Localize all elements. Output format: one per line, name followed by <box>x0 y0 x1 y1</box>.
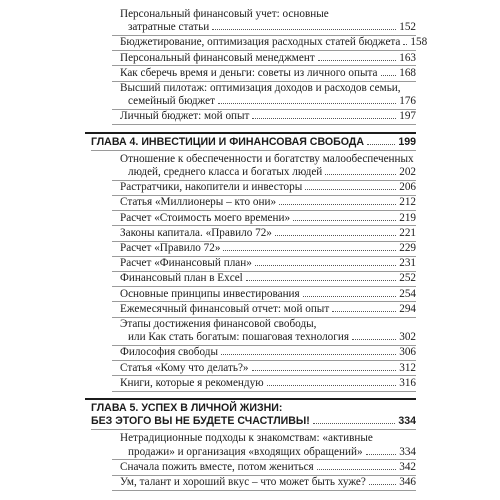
leader-dots <box>403 44 407 45</box>
leader-dots <box>275 235 396 236</box>
entry-text: Расчет «Стоимость моего времени» <box>120 211 291 224</box>
leader-dots <box>218 103 396 104</box>
page-number: 152 <box>399 21 416 34</box>
leader-dots <box>305 189 396 190</box>
entry-text: Как сберечь время и деньги: советы из личного опыта <box>120 66 378 79</box>
chapter-rule <box>85 398 416 400</box>
leader-dots <box>246 280 396 281</box>
page-number: 221 <box>399 226 416 239</box>
chapter-title: ГЛАВА 4. ИНВЕСТИЦИИ И ФИНАНСОВАЯ СВОБОДА <box>91 135 364 148</box>
leader-dots <box>318 60 396 61</box>
entry-text: Сначала пожить вместе, потом жениться <box>120 460 314 473</box>
page-number: 306 <box>399 346 416 359</box>
page-number: 231 <box>399 257 416 270</box>
leader-dots <box>313 423 395 424</box>
leader-dots <box>381 75 397 76</box>
entry-text: Персональный финансовый учет: основные <box>120 8 329 20</box>
leader-dots <box>367 144 395 145</box>
entry-text: Личный бюджет: мой опыт <box>120 110 250 123</box>
entry-text: или Как стать богатым: пошаговая технология <box>128 331 350 344</box>
entry-text: Философия свободы <box>120 346 218 359</box>
chapter-title: БЕЗ ЭТОГО ВЫ НЕ БУДЕТЕ СЧАСТЛИВЫ! <box>91 415 310 428</box>
page-number: 168 <box>399 66 416 79</box>
page-number: 302 <box>399 331 416 344</box>
entry-text: Персональный финансовый менеджмент <box>120 51 315 64</box>
entry-text: Книги, которые я рекомендую <box>120 376 264 389</box>
page-number: 334 <box>399 445 416 458</box>
entry-separator <box>91 150 416 151</box>
leader-dots <box>221 354 396 355</box>
entry-text: Законы капитала. «Правило 72» <box>120 226 272 239</box>
page-number: 254 <box>399 287 416 300</box>
entry-separator <box>91 429 416 430</box>
leader-dots <box>317 469 397 470</box>
entry-separator <box>112 490 416 491</box>
leader-dots <box>267 385 397 386</box>
leader-dots <box>279 204 396 205</box>
entry-text: Расчет «Финансовый план» <box>120 257 252 270</box>
leader-dots <box>252 118 396 119</box>
entry-text: Ум, талант и хороший вкус – что может быть хуже? <box>120 476 366 488</box>
entry-text: Статья «Кому что делать?» <box>120 361 249 374</box>
page-number: 312 <box>399 361 416 374</box>
page-number: 197 <box>399 110 416 123</box>
entry-text: семейный бюджет <box>128 95 215 108</box>
page-number: 316 <box>399 376 416 389</box>
leader-dots <box>212 29 396 30</box>
entry-text: Растратчики, накопители и инвесторы <box>120 181 303 194</box>
leader-dots <box>325 174 396 175</box>
page-number: 176 <box>399 95 416 108</box>
page-number: 252 <box>399 272 416 285</box>
leader-dots <box>332 311 396 312</box>
entry-text: Отношение к обеспеченности и богатству малообеспеченных <box>120 152 414 165</box>
page-number: 158 <box>410 36 428 49</box>
entry-text: людей, среднего класса и богатых людей <box>128 166 323 178</box>
leader-dots <box>255 265 396 266</box>
entry-separator <box>112 124 416 125</box>
leader-dots <box>352 339 396 340</box>
entry-text: Бюджетирование, оптимизация расходных статей бюджета <box>120 36 401 49</box>
page-number: 334 <box>398 415 416 428</box>
page-number: 294 <box>399 302 416 315</box>
entry-separator <box>112 391 416 392</box>
page-number: 199 <box>398 135 416 148</box>
leader-dots <box>303 296 397 297</box>
entry-text: Высший пилотаж: оптимизация доходов и расходов семьи, <box>120 82 401 94</box>
page-number: 342 <box>399 460 416 473</box>
entry-text: продажи» и организация «входящих обращений» <box>128 445 363 458</box>
page-number: 202 <box>399 166 416 178</box>
leader-dots <box>369 484 396 485</box>
entry-text: Финансовый план в Excel <box>120 272 243 285</box>
page-number: 212 <box>399 196 416 209</box>
leader-dots <box>252 370 397 371</box>
leader-dots <box>223 250 396 251</box>
leader-dots <box>366 454 397 455</box>
entry-text: Этапы достижения финансовой свободы, <box>120 318 317 330</box>
entry-text: Статья «Миллионеры – кто они» <box>120 196 277 209</box>
entry-text: затратные статьи <box>128 21 210 34</box>
entry-text: Нетрадиционные подходы к знакомствам: «активные <box>120 432 373 445</box>
page-number: 229 <box>399 242 416 254</box>
page-number: 219 <box>399 211 416 224</box>
page-number: 206 <box>399 181 416 194</box>
page-number: 163 <box>399 51 416 64</box>
entry-text: Расчет «Правило 72» <box>120 242 221 254</box>
chapter-title: ГЛАВА 5. УСПЕХ В ЛИЧНОЙ ЖИЗНИ: <box>91 402 283 414</box>
entry-text: Основные принципы инвестирования <box>120 287 300 300</box>
chapter-rule <box>85 132 416 134</box>
page-number: 346 <box>399 476 416 488</box>
leader-dots <box>293 220 396 221</box>
entry-text: Ежемесячный финансовый отчет: мой опыт <box>120 302 330 315</box>
